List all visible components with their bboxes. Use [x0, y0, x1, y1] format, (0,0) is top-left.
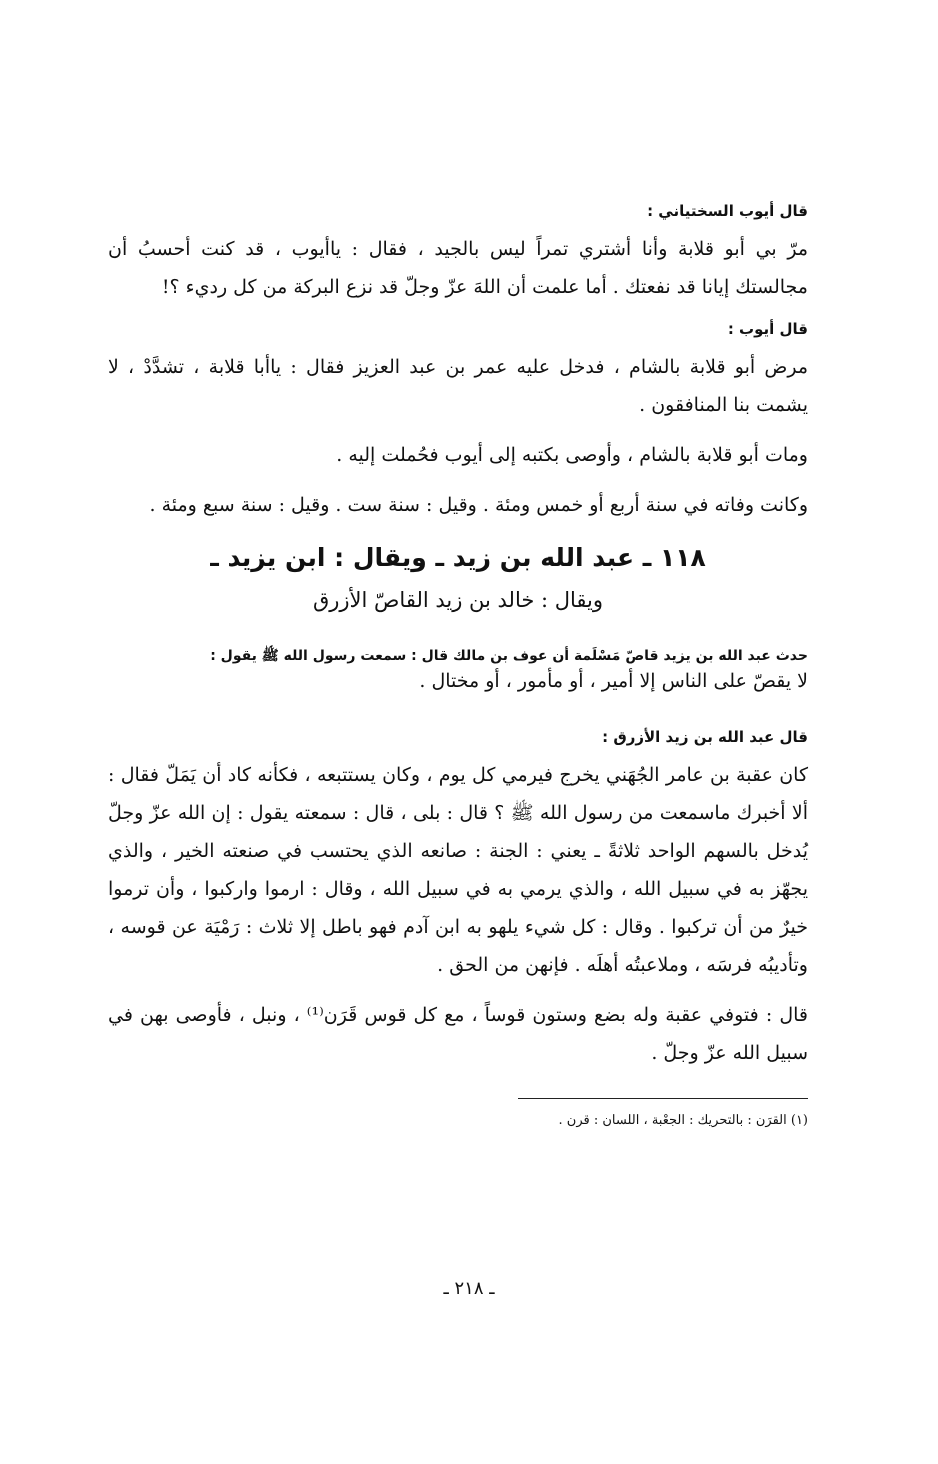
paragraph-uqba-archery: كان عقبة بن عامر الجُهَني يخرج فيرمي كل يوم ، وكان يستتبعه ، فكأنه كاد أن يَمَلّ فقال : ألا أخبرك ماسمعت من رسول الله ﷺ ؟ قال : بلى ، قال : سمعته يقول : إن الله عزّ وجلّ يُدخل بالسهم الواحد ثلاثةً ـ يعني : الجنة : صانعه الذي يحتسب في صنعته الخير ، والذي يجهّز به في سبيل الله ، والذي يرمي به في سبيل الله ، وقال : ارموا واركبوا ، وأن ترموا خيرٌ من أن تركبوا . وقال : كل شيء يلهو به ابن آدم فهو باطل إلا ثلاث : رَمْيَة عن قوسه ، وتأديبُه فرسَه ، وملاعبتُه أهلَه . فإنهن من الحق .	[108, 764, 808, 976]
page-body	[108, 200, 808, 1131]
footnote-divider	[518, 1098, 808, 1099]
paragraph-death-books: ومات أبو قلابة بالشام ، وأوصى بكتبه إلى أيوب فحُملت إليه .	[336, 444, 808, 466]
narrator-label-ayyub: قال أيوب :	[727, 320, 808, 338]
paragraph-abu-qilaba-dates: مرّ بي أبو قلابة وأنا أشتري تمراً ليس بالجيد ، فقال : ياأيوب ، قد كنت أحسبُ أن مجالستك إيانا قد نفعتك . أما علمت أن اللهَ عزّ وجلّ قد نزع البركة من كل رديء ؟!	[108, 238, 808, 298]
narrator-label-ayyub-sakhtiyani: قال أيوب السختياني :	[647, 202, 808, 220]
hadith-text: لا يقصّ على الناس إلا أمير ، أو مأمور ، أو مختال .	[419, 670, 808, 692]
hadith-isnad: حدث عبد الله بن يزيد قاصّ مَسْلَمة أن عوف بن مالك قال : سمعت رسول الله ﷺ يقول :	[210, 648, 808, 664]
section-heading: ١١٨ ـ عبد الله بن زيد ـ ويقال : ابن يزيد ـ	[210, 543, 706, 572]
page-number: ـ ٢١٨ ـ	[443, 1278, 495, 1299]
footnote: (١) القرَن : بالتحريك : الجعْبة ، اللسان : قرن .	[558, 1113, 808, 1128]
section-subheading: ويقال : خالد بن زيد القاصّ الأزرق	[312, 588, 604, 612]
paragraph-uqba-bows: قال : فتوفي عقبة وله بضع وستون قوساً ، مع كل قوس قَرَن⁽¹⁾ ، ونبل ، فأوصى بهن في سبيل الله عزّ وجلّ .	[108, 1004, 808, 1064]
paragraph-death-year: وكانت وفاته في سنة أربع أو خمس ومئة . وقيل : سنة ست . وقيل : سنة سبع ومئة .	[149, 494, 808, 516]
paragraph-illness-sham: مرض أبو قلابة بالشام ، فدخل عليه عمر بن عبد العزيز فقال : ياأبا قلابة ، تشدَّدْ ، لا يشمت بنا المنافقون .	[108, 356, 808, 416]
narrator-label-abdullah-azraq: قال عبد الله بن زيد الأزرق :	[602, 728, 808, 746]
